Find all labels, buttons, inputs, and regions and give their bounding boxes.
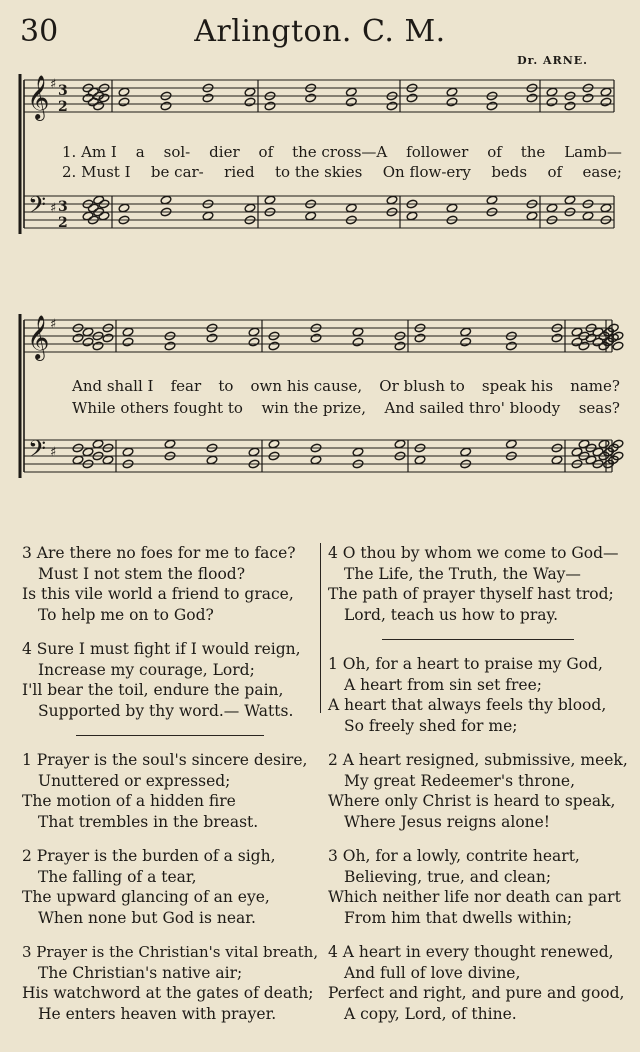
note-head — [505, 341, 517, 351]
note-head — [92, 439, 104, 449]
note-head — [406, 211, 418, 221]
note-head — [164, 439, 176, 449]
verse-line: 2 A heart resigned, submissive, meek, — [328, 751, 628, 769]
lyric-syllable: And sailed thro' bloody — [384, 399, 561, 417]
note-head — [526, 211, 538, 221]
lyric-syllable: dier — [209, 143, 240, 161]
verse-line: 1 Prayer is the soul's sincere desire, — [22, 751, 308, 769]
verse-stanza — [328, 846, 628, 928]
lyric-syllable: to — [218, 377, 234, 395]
time-sig: 3 — [58, 83, 68, 99]
divider — [382, 639, 574, 640]
verse-line: 4 Sure I must fight if I would reign, — [22, 640, 301, 658]
note-head — [310, 333, 322, 343]
note-head — [102, 333, 114, 343]
verse-line: Must I not stem the flood? — [38, 564, 246, 583]
verse-line: Perfect and right, and pure and good, — [328, 984, 625, 1002]
lyric-syllable: name? — [570, 377, 620, 395]
verse-line: So freely shed for me; — [344, 716, 518, 735]
note-head — [72, 333, 84, 343]
note-head — [446, 87, 458, 97]
divider — [76, 735, 264, 736]
note-head — [248, 327, 260, 337]
lyrics-system1-line2 — [62, 163, 622, 181]
verse-line: That trembles in the breast. — [38, 812, 259, 831]
verse-line: 2 Prayer is the burden of a sigh, — [22, 847, 276, 865]
verse-line: The path of prayer thyself hast trod; — [328, 585, 614, 603]
lyric-syllable: ease; — [582, 163, 622, 181]
note-head — [82, 327, 94, 337]
treble-clef: 𝄞 — [27, 75, 50, 119]
lyric-syllable: While others fought to — [72, 399, 243, 417]
bass-clef: 𝄢 — [28, 191, 47, 224]
verse-line: Where only Christ is heard to speak, — [328, 792, 616, 810]
lyric-syllable: seas? — [578, 399, 620, 417]
note-head — [345, 97, 357, 107]
lyric-syllable: to the skies — [275, 163, 363, 181]
verse-line: 1 Oh, for a heart to praise my God, — [328, 655, 603, 673]
note-head — [268, 439, 280, 449]
lyric-syllable: of — [258, 143, 274, 161]
lyric-syllable: be car- — [150, 163, 204, 181]
verse-line: From him that dwells within; — [344, 908, 573, 927]
verse-line: His watchword at the gates of death; — [22, 984, 314, 1002]
note-head — [526, 93, 538, 103]
lyric-syllable: follower — [406, 143, 469, 161]
lyric-syllable: 2. Must I — [62, 163, 131, 181]
lyric-syllable: speak his — [481, 377, 554, 395]
note-head — [82, 447, 94, 457]
note-head — [406, 93, 418, 103]
note-head — [98, 211, 110, 221]
note-head — [505, 439, 517, 449]
note-head — [264, 101, 276, 111]
note-head — [386, 101, 398, 111]
note-head — [244, 203, 256, 213]
verse-line: My great Redeemer's throne, — [344, 771, 576, 790]
note-head — [202, 211, 214, 221]
note-head — [446, 203, 458, 213]
column-divider — [320, 543, 321, 713]
note-head — [268, 341, 280, 351]
verse-line: When none but God is near. — [38, 908, 256, 927]
verse-line: The upward glancing of an eye, — [22, 888, 270, 906]
key-sharp: ♯ — [50, 201, 57, 216]
verse-stanza — [22, 942, 318, 1024]
verse-line: 3 Are there no foes for me to face? — [22, 544, 296, 562]
verse-line: Where Jesus reigns alone! — [344, 812, 551, 831]
note-head — [582, 93, 594, 103]
verse-line: A heart from sin set free; — [344, 675, 543, 694]
note-head — [244, 97, 256, 107]
note-head — [118, 97, 130, 107]
lyric-syllable: win the prize, — [261, 399, 366, 417]
hymn-title: Arlington. C. M. — [194, 14, 446, 49]
note-head — [248, 337, 260, 347]
bass-clef: 𝄢 — [28, 435, 47, 468]
lyric-syllable: own his cause, — [250, 377, 363, 395]
note-head — [202, 93, 214, 103]
note-head — [578, 439, 590, 449]
note-head — [486, 101, 498, 111]
verse-line: 3 Oh, for a lowly, contrite heart, — [328, 847, 580, 865]
treble-clef: 𝄞 — [27, 315, 50, 359]
note-head — [571, 337, 583, 347]
note-head — [564, 195, 576, 205]
note-head — [600, 97, 612, 107]
note-head — [164, 341, 176, 351]
lyric-syllable: the cross—A — [292, 143, 388, 161]
time-sig: 2 — [58, 215, 68, 231]
lyrics-system2-line2 — [72, 399, 620, 417]
note-head — [460, 447, 472, 457]
note-head — [394, 341, 406, 351]
verse-line: To help me on to God? — [38, 605, 214, 624]
note-head — [93, 101, 105, 111]
note-head — [460, 327, 472, 337]
lyrics-system1-line1 — [62, 143, 622, 161]
lyric-syllable: beds — [491, 163, 528, 181]
lyrics-system2-line1 — [72, 377, 620, 395]
note-head — [582, 211, 594, 221]
note-head — [122, 337, 134, 347]
note-head — [546, 87, 558, 97]
verse-stanza — [22, 750, 318, 832]
note-head — [118, 203, 130, 213]
lyric-syllable: fear — [170, 377, 202, 395]
note-head — [600, 203, 612, 213]
note-head — [564, 101, 576, 111]
verse-line: 4 A heart in every thought renewed, — [328, 943, 614, 961]
verse-line: I'll bear the toil, endure the pain, — [22, 681, 284, 699]
note-head — [87, 97, 99, 107]
verse-stanza — [328, 750, 628, 832]
note-head — [264, 195, 276, 205]
note-head — [206, 455, 218, 465]
verse-line: Lord, teach us how to pray. — [344, 605, 559, 624]
lyric-syllable: Or blush to — [379, 377, 465, 395]
verse-line: Increase my courage, Lord; — [38, 660, 255, 679]
note-head — [386, 195, 398, 205]
note-head — [571, 327, 583, 337]
key-sharp: ♯ — [50, 77, 57, 92]
verse-line: And full of love divine, — [344, 963, 521, 982]
note-head — [72, 455, 84, 465]
note-head — [571, 447, 583, 457]
note-head — [82, 93, 94, 103]
lyric-syllable: ried — [224, 163, 255, 181]
verse-stanza — [328, 942, 628, 1024]
key-sharp: ♯ — [50, 317, 57, 332]
note-head — [92, 341, 104, 351]
verse-stanza — [22, 639, 318, 721]
note-head — [414, 333, 426, 343]
lyric-syllable: the — [520, 143, 546, 161]
note-head — [305, 211, 317, 221]
note-head — [352, 327, 364, 337]
lyric-syllable: of — [547, 163, 563, 181]
note-head — [551, 333, 563, 343]
note-head — [394, 439, 406, 449]
left-verse-column — [22, 543, 318, 1024]
note-head — [460, 337, 472, 347]
note-head — [160, 195, 172, 205]
note-head — [546, 97, 558, 107]
note-head — [592, 327, 604, 337]
page-number: 30 — [20, 14, 59, 49]
verse-stanza — [328, 543, 628, 625]
verse-line: The Christian's native air; — [38, 963, 243, 982]
note-head — [585, 455, 597, 465]
note-head — [206, 333, 218, 343]
lyric-syllable: 1. Am I — [62, 143, 117, 161]
verse-stanza — [328, 654, 628, 736]
note-head — [244, 87, 256, 97]
verse-line: A heart that always feels thy blood, — [328, 696, 607, 714]
time-sig: 3 — [58, 199, 68, 215]
note-head — [102, 455, 114, 465]
composer-credit: Dr. ARNE. — [517, 54, 588, 67]
note-head — [82, 211, 94, 221]
note-head — [118, 87, 130, 97]
note-head — [345, 87, 357, 97]
music-score — [0, 0, 640, 500]
note-head — [446, 97, 458, 107]
verse-line: He enters heaven with prayer. — [38, 1004, 277, 1023]
verse-line: The motion of a hidden fire — [22, 792, 236, 810]
note-head — [248, 447, 260, 457]
verse-line: The falling of a tear, — [38, 867, 197, 886]
right-verse-column — [328, 543, 628, 1024]
verse-line: Believing, true, and clean; — [344, 867, 552, 886]
lyric-syllable: Lamb— — [564, 143, 622, 161]
note-head — [87, 203, 99, 213]
verse-line: Unuttered or expressed; — [38, 771, 231, 790]
note-head — [352, 447, 364, 457]
note-head — [305, 93, 317, 103]
note-head — [551, 455, 563, 465]
lyric-syllable: And shall I — [72, 377, 154, 395]
verse-line: 4 O thou by whom we come to God— — [328, 544, 619, 562]
verse-line: Is this vile world a friend to grace, — [22, 585, 294, 603]
note-head — [414, 455, 426, 465]
lyric-syllable: of — [487, 143, 502, 161]
note-head — [578, 341, 590, 351]
note-head — [98, 93, 110, 103]
note-head — [600, 87, 612, 97]
verse-line: Supported by thy word.— Watts. — [38, 701, 294, 720]
note-head — [82, 337, 94, 347]
key-sharp: ♯ — [50, 445, 57, 460]
note-head — [352, 337, 364, 347]
note-head — [122, 327, 134, 337]
lyric-syllable: a — [135, 143, 145, 161]
note-head — [592, 447, 604, 457]
lyric-syllable: sol- — [163, 143, 191, 161]
note-head — [122, 447, 134, 457]
note-head — [592, 337, 604, 347]
verse-line: 3 Prayer is the Christian's vital breath, — [22, 943, 319, 961]
verse-line: A copy, Lord, of thine. — [344, 1004, 517, 1023]
verse-line: Which neither life nor death can part — [328, 888, 621, 906]
time-sig: 2 — [58, 99, 68, 115]
note-head — [310, 455, 322, 465]
note-head — [345, 203, 357, 213]
note-head — [160, 101, 172, 111]
note-head — [87, 87, 99, 97]
verse-stanza — [22, 846, 318, 928]
verse-line: The Life, the Truth, the Way— — [344, 564, 581, 583]
note-head — [486, 195, 498, 205]
lyric-syllable: On flow-ery — [382, 163, 471, 181]
note-head — [93, 195, 105, 205]
note-head — [546, 203, 558, 213]
verse-stanza — [22, 543, 318, 625]
